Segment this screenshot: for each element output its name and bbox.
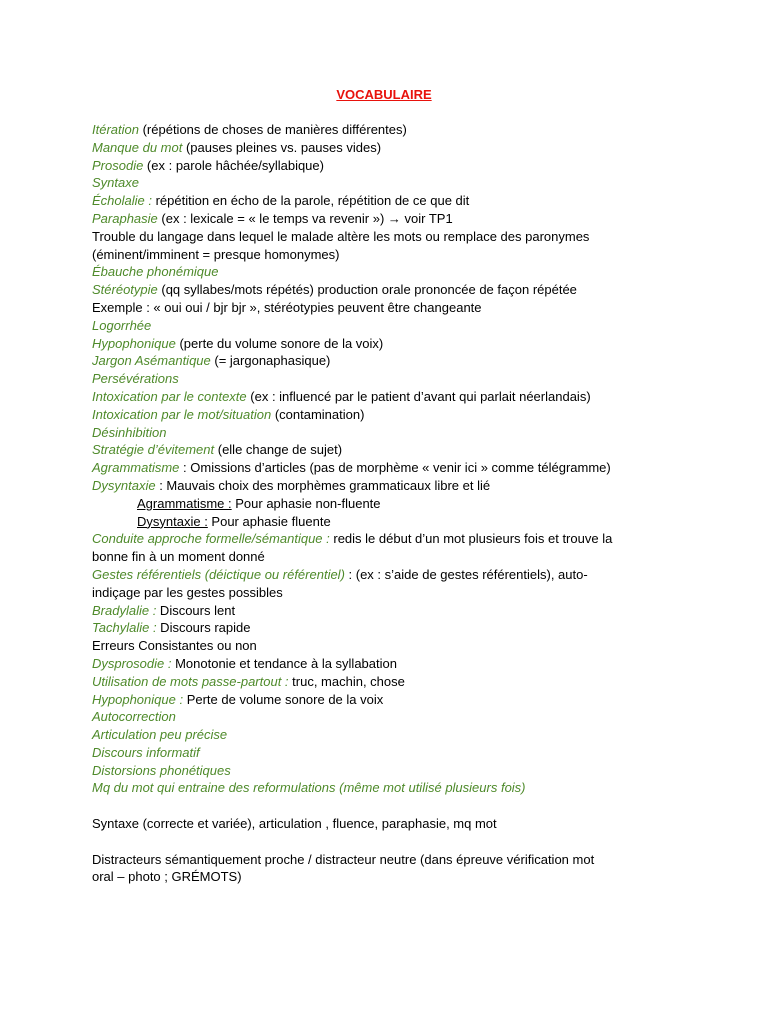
term: Hypophonique :	[92, 691, 184, 707]
term: Intoxication par le mot/situation	[92, 406, 272, 422]
text-line	[92, 424, 692, 442]
text-line	[92, 655, 692, 673]
term: Articulation peu précise	[92, 727, 228, 743]
line-text: Monotonie et tendance à la syllabation	[171, 655, 397, 671]
line-text: répétition en écho de la parole, répétition de ce que dit	[151, 193, 470, 209]
term: Mq du mot qui entraine des reformulations (même mot utilisé plusieurs fois)	[92, 780, 526, 796]
line-text: oral – photo ; GRÉMOTS)	[92, 869, 242, 885]
term: Prosodie	[92, 157, 144, 173]
line-text: (ex : parole hâchée/syllabique)	[143, 157, 324, 173]
term: Dysyntaxie	[92, 477, 156, 493]
term: Gestes référentiels (déictique ou référentiel)	[92, 566, 345, 582]
text-line	[92, 708, 692, 726]
line-text: (perte du volume sonore de la voix)	[175, 335, 384, 351]
line-text: Pour aphasie non-fluente	[231, 495, 381, 511]
term: Ébauche phonémique	[92, 264, 219, 280]
line-text: Distracteurs sémantiquement proche / distracteur neutre (dans épreuve vérification mot	[92, 851, 595, 867]
text-line	[92, 174, 692, 192]
text-line	[92, 210, 692, 228]
text-line	[92, 246, 692, 264]
line-text: Erreurs Consistantes ou non	[92, 638, 257, 654]
term: Itération	[92, 122, 139, 137]
blank-line	[92, 797, 692, 815]
text-line	[92, 157, 692, 175]
text-line	[92, 726, 692, 744]
line-text: (ex : lexicale = « le temps va revenir ») → voir TP1	[157, 210, 453, 226]
text-line	[92, 263, 692, 281]
text-line	[92, 691, 692, 709]
line-text: Syntaxe (correcte et variée), articulation , fluence, paraphasie, mq mot	[92, 816, 497, 832]
term: Persévérations	[92, 371, 179, 387]
text-line	[92, 228, 692, 246]
text-line	[92, 406, 692, 424]
text-line	[92, 619, 692, 637]
line-text: (répétions de choses de manières différentes)	[138, 122, 407, 137]
line-text: bonne fin à un moment donné	[92, 549, 265, 565]
text-line	[92, 388, 692, 406]
text-line	[92, 299, 692, 317]
underlined-label: Agrammatisme :	[137, 495, 232, 511]
line-text: (ex : influencé par le patient d’avant qui parlait néerlandais)	[246, 388, 591, 404]
term: Syntaxe	[92, 175, 139, 191]
text-line	[92, 602, 692, 620]
text-line	[92, 192, 692, 210]
text-line	[92, 762, 692, 780]
line-text: Pour aphasie fluente	[207, 513, 331, 529]
text-line	[92, 779, 692, 797]
line-text: (éminent/imminent = presque homonymes)	[92, 246, 340, 262]
term: Logorrhée	[92, 317, 152, 333]
line-text: (elle change de sujet)	[214, 442, 343, 458]
text-line	[92, 868, 692, 886]
text-line	[92, 637, 692, 655]
term: Discours informatif	[92, 744, 200, 760]
text-line	[92, 513, 692, 531]
line-text: redis le début d’un mot plusieurs fois et trouve la	[329, 531, 613, 547]
text-line	[92, 139, 692, 157]
term: Stéréotypie	[92, 282, 158, 298]
text-line	[92, 352, 692, 370]
line-text: : (ex : s’aide de gestes référentiels), auto-	[344, 566, 588, 582]
text-line	[92, 566, 692, 584]
text-line	[92, 317, 692, 335]
line-text: : Mauvais choix des morphèmes grammaticaux libre et lié	[155, 477, 491, 493]
text-line	[92, 370, 692, 388]
line-text: : Omissions d’articles (pas de morphème « venir ici » comme télégramme)	[179, 460, 611, 476]
text-line	[92, 495, 692, 513]
text-line	[92, 584, 692, 602]
term: Distorsions phonétiques	[92, 762, 231, 778]
term: Intoxication par le contexte	[92, 388, 247, 404]
term: Paraphasie	[92, 210, 158, 226]
text-line	[92, 815, 692, 833]
term: Stratégie d’évitement	[92, 442, 215, 458]
term: Jargon Asémantique	[92, 353, 211, 369]
term: Tachylalie :	[92, 620, 157, 636]
text-line	[92, 744, 692, 762]
document-title: VOCABULAIRE	[336, 87, 432, 102]
vocabulary-list	[92, 121, 692, 886]
text-line	[92, 851, 692, 869]
term: Désinhibition	[92, 424, 167, 440]
text-line	[92, 459, 692, 477]
text-line	[92, 281, 692, 299]
line-text: Discours rapide	[156, 620, 251, 636]
term: Autocorrection	[92, 709, 176, 725]
line-text: (qq syllabes/mots répétés) production orale prononcée de façon répétée	[157, 282, 577, 298]
term: Dysprosodie :	[92, 655, 172, 671]
line-text: truc, machin, chose	[288, 673, 405, 689]
text-line	[92, 548, 692, 566]
text-line	[92, 673, 692, 691]
line-text: (= jargonaphasique)	[210, 353, 331, 369]
line-text: (contamination)	[271, 406, 365, 422]
line-text: Perte de volume sonore de la voix	[183, 691, 384, 707]
term: Agrammatisme	[92, 460, 180, 476]
line-text: Discours lent	[156, 602, 236, 618]
line-text: Trouble du langage dans lequel le malade altère les mots ou remplace des paronymes	[92, 228, 590, 244]
term: Conduite approche formelle/sémantique :	[92, 531, 330, 547]
text-line	[92, 335, 692, 353]
text-line	[92, 530, 692, 548]
text-line	[92, 477, 692, 495]
line-text: indiçage par les gestes possibles	[92, 584, 283, 600]
term: Écholalie :	[92, 193, 152, 209]
term: Hypophonique	[92, 335, 176, 351]
term: Manque du mot	[92, 139, 183, 155]
line-text: (pauses pleines vs. pauses vides)	[182, 139, 382, 155]
blank-line	[92, 833, 692, 851]
term: Utilisation de mots passe-partout :	[92, 673, 289, 689]
text-line	[92, 441, 692, 459]
text-line	[92, 121, 692, 139]
term: Bradylalie :	[92, 602, 157, 618]
underlined-label: Dysyntaxie :	[137, 513, 208, 529]
line-text: Exemple : « oui oui / bjr bjr », stéréotypies peuvent être changeante	[92, 299, 482, 315]
